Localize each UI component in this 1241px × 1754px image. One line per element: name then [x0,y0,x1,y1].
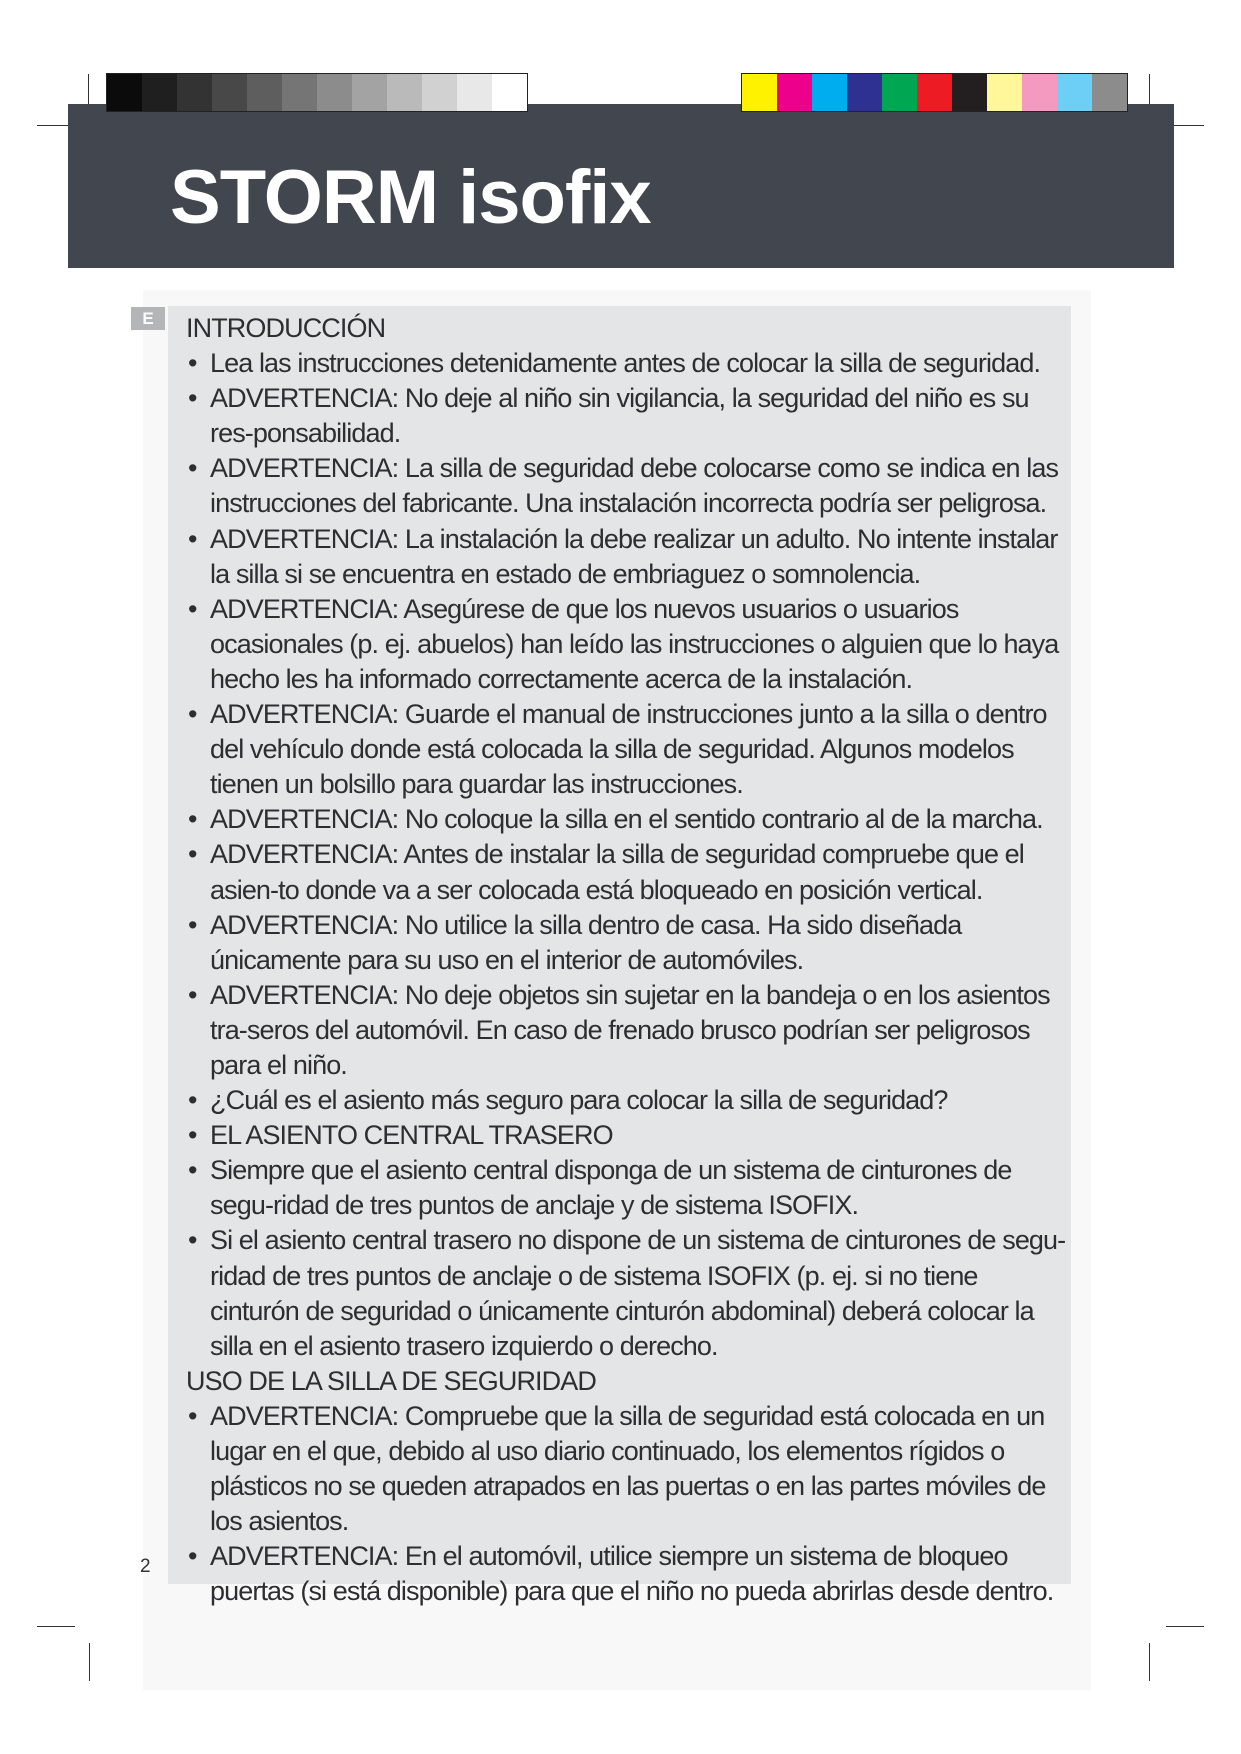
color-swatch [282,74,317,111]
color-swatch [1092,74,1127,111]
color-swatch [777,74,812,111]
product-title: STORM isofix [170,155,651,240]
color-swatch [1022,74,1057,111]
color-swatch [952,74,987,111]
list-item: • ADVERTENCIA: No coloque la silla en el sentido contrario al de la marcha. [186,802,1066,837]
crop-mark [1149,1643,1150,1681]
color-swatch [317,74,352,111]
crop-mark [89,1643,90,1681]
color-swatch [492,74,527,111]
color-swatch [352,74,387,111]
color-swatch [457,74,492,111]
color-swatch [387,74,422,111]
list-item: • ¿Cuál es el asiento más seguro para colocar la silla de seguridad? [186,1083,1066,1118]
color-swatch [917,74,952,111]
list-item: • ADVERTENCIA: La silla de seguridad debe colocarse como se indica en las instrucciones del fabricante. Una instalación incorrecta podría ser peligrosa. [186,451,1066,521]
crop-mark [37,1626,75,1627]
list-item: • ADVERTENCIA: Guarde el manual de instrucciones junto a la silla o dentro del vehículo donde está colocada la silla de seguridad. Algunos modelos tienen un bolsillo para guardar las instrucciones. [186,697,1066,802]
list-item: • ADVERTENCIA: No deje objetos sin sujetar en la bandeja o en los asientos tra-seros del automóvil. En caso de frenado brusco podrían ser peligrosos para el niño. [186,978,1066,1083]
color-swatch [987,74,1022,111]
instructions-text [186,311,1066,1609]
color-swatch [1057,74,1092,111]
page-number: 2 [140,1556,151,1577]
color-swatch [882,74,917,111]
list-item: • ADVERTENCIA: No deje al niño sin vigilancia, la seguridad del niño es su res-ponsabilidad. [186,381,1066,451]
crop-mark [1166,1626,1204,1627]
list-item: • ADVERTENCIA: En el automóvil, utilice siempre un sistema de bloqueo puertas (si está disponible) para que el niño no pueda abrirlas desde dentro. [186,1539,1066,1609]
list-item: • ADVERTENCIA: La instalación la debe realizar un adulto. No intente instalar la silla si se encuentra en estado de embriaguez o somnolencia. [186,522,1066,592]
list-item: • Lea las instrucciones detenidamente antes de colocar la silla de seguridad. [186,346,1066,381]
color-swatch [212,74,247,111]
language-tab: E [131,307,165,330]
color-swatch [812,74,847,111]
section-heading: USO DE LA SILLA DE SEGURIDAD [186,1365,596,1396]
color-swatch [247,74,282,111]
list-item: • ADVERTENCIA: Compruebe que la silla de seguridad está colocada en un lugar en el que, debido al uso diario continuado, los elementos rígidos o plásticos no se queden atrapados en las puertas o en las partes móviles de los asientos. [186,1399,1066,1539]
list-item: • Siempre que el asiento central disponga de un sistema de cinturones de segu-ridad de tres puntos de anclaje y de sistema ISOFIX. [186,1153,1066,1223]
list-item: • Si el asiento central trasero no dispone de un sistema de cinturones de segu-ridad de tres puntos de anclaje o de sistema ISOFIX (p. ej. si no tiene cinturón de seguridad o únicamente cinturón abdominal) deberá colocar la silla en el asiento trasero izquierdo o derecho. [186,1223,1066,1363]
section-heading: INTRODUCCIÓN [186,313,386,343]
color-swatch [422,74,457,111]
color-swatch [177,74,212,111]
bullet-list [186,1399,1066,1610]
color-swatch [107,74,142,111]
color-swatch [142,74,177,111]
list-item: • ADVERTENCIA: No utilice la silla dentro de casa. Ha sido diseñada únicamente para su uso en el interior de automóviles. [186,908,1066,978]
grayscale-bar [106,73,528,112]
color-bar [741,73,1128,112]
color-swatch [742,74,777,111]
list-item: • ADVERTENCIA: Asegúrese de que los nuevos usuarios o usuarios ocasionales (p. ej. abuelos) han leído las instrucciones o alguien que lo haya hecho les ha informado correctamente acerca de la instalación. [186,592,1066,697]
color-swatch [847,74,882,111]
list-item: • ADVERTENCIA: Antes de instalar la silla de seguridad compruebe que el asien-to donde va a ser colocada está bloqueado en posición vertical. [186,837,1066,907]
bullet-list [186,346,1066,1364]
list-item: • EL ASIENTO CENTRAL TRASERO [186,1118,1066,1153]
